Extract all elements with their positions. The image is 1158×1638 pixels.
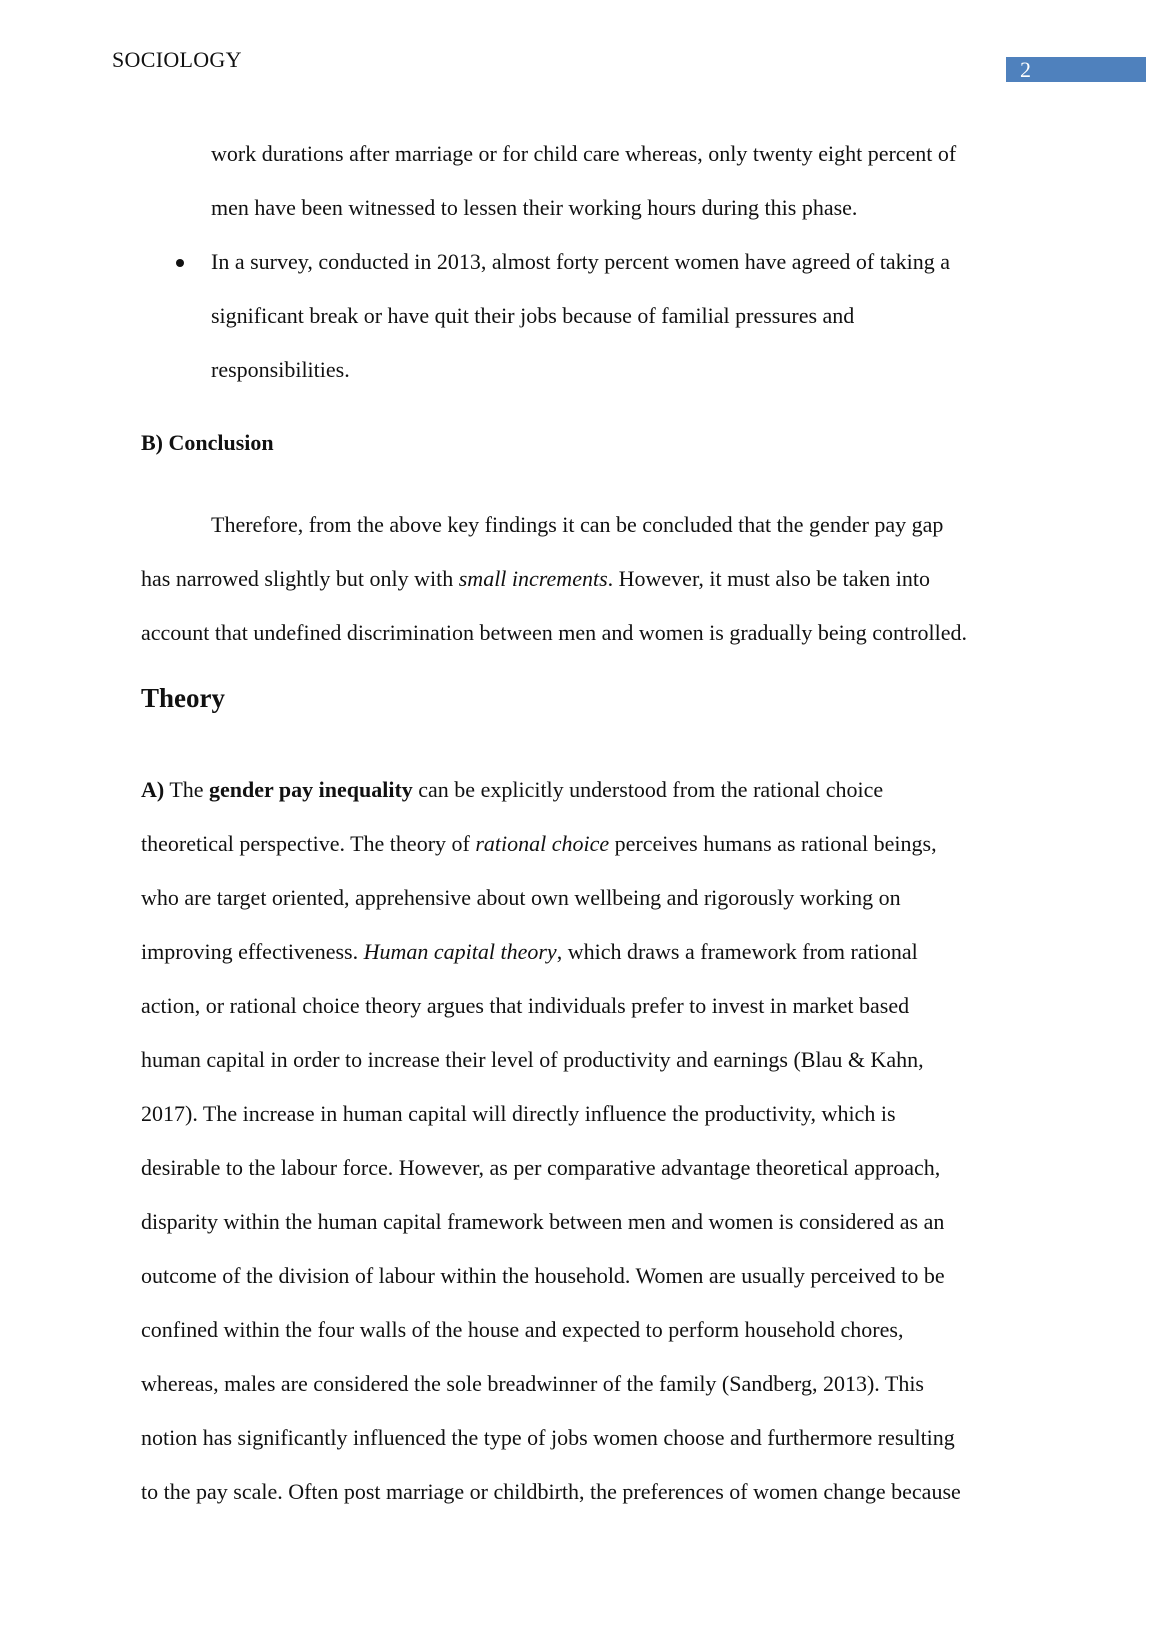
- text-line: [141, 817, 1041, 871]
- text-line: to the pay scale. Often post marriage or childbirth, the preferences of women change because: [141, 1479, 961, 1504]
- bullet-dot-icon: [176, 259, 184, 267]
- text-line: who are target oriented, apprehensive about own wellbeing and rigorously working on: [141, 885, 901, 910]
- text-run: , which draws a framework from rational: [556, 939, 918, 964]
- text-run: improving effectiveness.: [141, 939, 364, 964]
- conclusion-paragraph: [141, 498, 1041, 660]
- text-run: perceives humans as rational beings,: [609, 831, 937, 856]
- text-run: can be explicitly understood from the rational choice: [412, 777, 884, 802]
- running-header-title: SOCIOLOGY: [112, 47, 242, 72]
- text-line: [141, 552, 1041, 606]
- bullet-item-survey: [211, 235, 1041, 397]
- theory-paragraph: [141, 763, 1041, 1519]
- text-line: work durations after marriage or for child care whereas, only twenty eight percent of: [211, 141, 957, 166]
- text-run: . However, it must also be taken into: [607, 566, 930, 591]
- text-line: account that undefined discrimination between men and women is gradually being controlled.: [141, 620, 967, 645]
- text-line: men have been witnessed to lessen their working hours during this phase.: [211, 195, 858, 220]
- text-run: has narrowed slightly but only with: [141, 566, 459, 591]
- text-line: [141, 925, 1041, 979]
- text-line: Therefore, from the above key findings it can be concluded that the gender pay gap: [211, 512, 944, 537]
- text-line: desirable to the labour force. However, as per comparative advantage theoretical approach,: [141, 1155, 941, 1180]
- text-line: human capital in order to increase their level of productivity and earnings (Blau & Kahn,: [141, 1047, 924, 1072]
- emphasis-text: Human capital theory: [363, 939, 557, 964]
- text-line: outcome of the division of labour within the household. Women are usually perceived to be: [141, 1263, 945, 1288]
- text-run: theoretical perspective. The theory of: [141, 831, 476, 856]
- theory-heading: Theory: [141, 683, 225, 713]
- bold-text: gender pay inequality: [209, 777, 413, 802]
- bullet-item-continued: [211, 127, 1041, 235]
- text-line: notion has significantly influenced the type of jobs women choose and furthermore resulting: [141, 1425, 955, 1450]
- text-line: 2017). The increase in human capital will directly influence the productivity, which is: [141, 1101, 896, 1126]
- text-line: In a survey, conducted in 2013, almost forty percent women have agreed of taking a: [211, 249, 950, 274]
- text-line: disparity within the human capital framework between men and women is considered as an: [141, 1209, 945, 1234]
- page-number-badge: [1006, 57, 1146, 82]
- text-line: action, or rational choice theory argues that individuals prefer to invest in market based: [141, 993, 910, 1018]
- text-line: significant break or have quit their jobs because of familial pressures and: [211, 303, 855, 328]
- text-line: [141, 763, 1041, 817]
- text-line: responsibilities.: [211, 357, 350, 382]
- conclusion-heading: B) Conclusion: [141, 430, 274, 455]
- page-number: 2: [1020, 57, 1031, 82]
- text-line: confined within the four walls of the house and expected to perform household chores,: [141, 1317, 904, 1342]
- emphasis-text: rational choice: [475, 831, 610, 856]
- text-line: whereas, males are considered the sole breadwinner of the family (Sandberg, 2013). This: [141, 1371, 924, 1396]
- emphasis-text: small increments: [458, 566, 608, 591]
- bold-text: A): [141, 777, 165, 802]
- text-run: The: [164, 777, 210, 802]
